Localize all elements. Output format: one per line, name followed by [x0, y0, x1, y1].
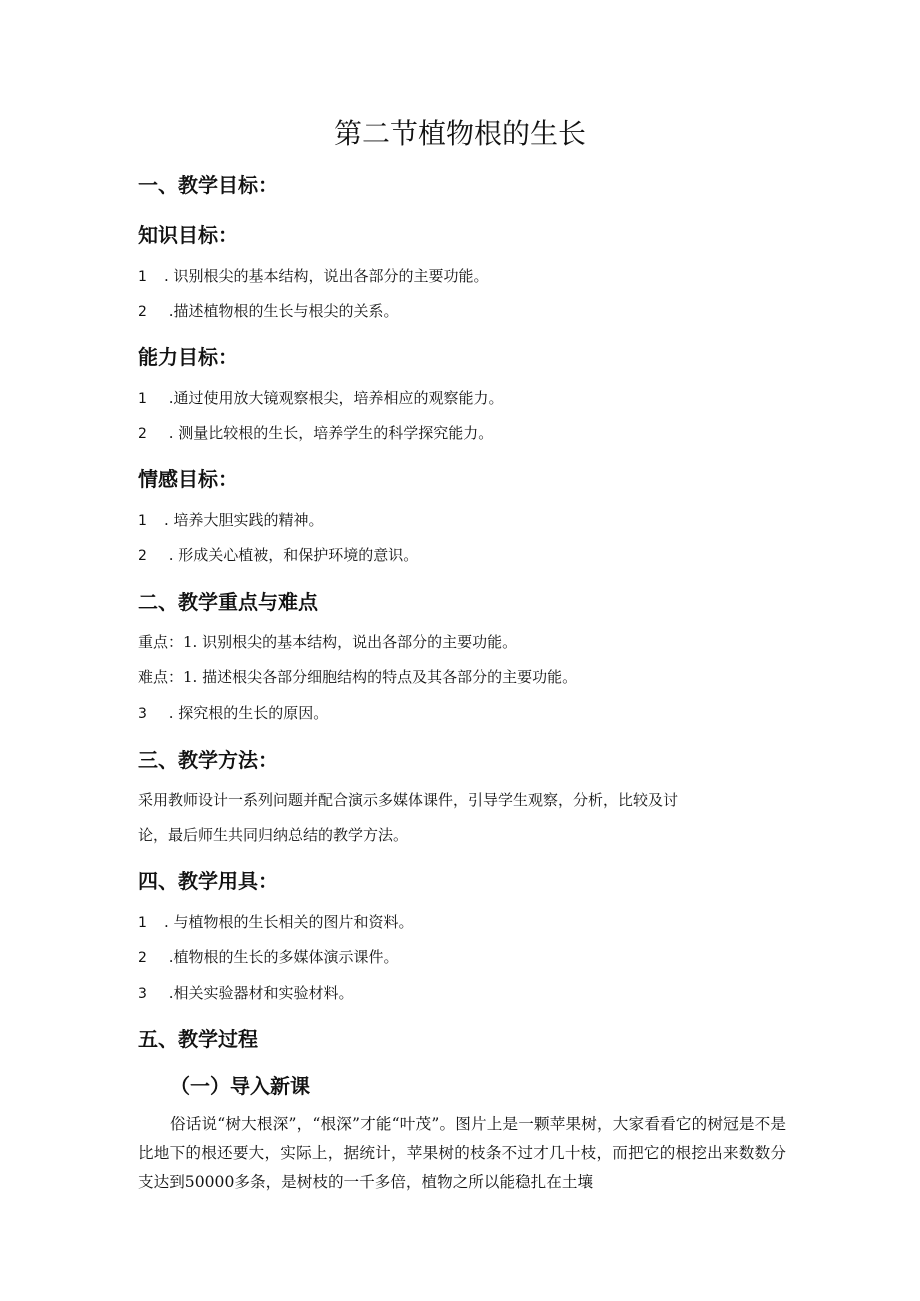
list-item: 1 .通过使用放大镜观察根尖，培养相应的观察能力。 — [138, 389, 504, 407]
list-item: 3 . 探究根的生长的原因。 — [138, 704, 329, 722]
section-heading-process: 五、教学过程 — [138, 1027, 258, 1051]
subheading-ability-objectives: 能力目标： — [138, 345, 238, 369]
section-heading-methods: 三、教学方法： — [138, 748, 278, 772]
list-item: 2 . 形成关心植被，和保护环境的意识。 — [138, 546, 419, 564]
section-heading-key-points: 二、教学重点与难点 — [138, 590, 318, 614]
list-item: 1 . 培养大胆实践的精神。 — [138, 511, 324, 529]
introduction-paragraph: 俗话说“树大根深”，“根深”才能“叶茂”。图片上是一颗苹果树，大家看看它的树冠是不是比地下的根还要大，实际上，据统计，苹果树的枝条不过才几十枝，而把它的根挖出来数数分支达到50000多条，是树枝的一千多倍，植物之所以能稳扎在土壤 — [138, 1115, 786, 1191]
key-point-text: 重点：1. 识别根尖的基本结构，说出各部分的主要功能。 — [138, 633, 518, 651]
list-item: 1 . 与植物根的生长相关的图片和资料。 — [138, 913, 414, 931]
section-heading-tools: 四、教学用具： — [138, 869, 278, 893]
list-item: 1 . 识别根尖的基本结构，说出各部分的主要功能。 — [138, 267, 489, 285]
difficult-point-text: 难点：1. 描述根尖各部分细胞结构的特点及其各部分的主要功能。 — [138, 668, 578, 686]
list-item: 3 .相关实验器材和实验材料。 — [138, 984, 354, 1002]
subheading-emotion-objectives: 情感目标： — [138, 467, 238, 491]
section-heading-objectives: 一、教学目标： — [138, 173, 278, 197]
list-item: 2 . 测量比较根的生长，培养学生的科学探究能力。 — [138, 424, 494, 442]
list-item: 2 .植物根的生长的多媒体演示课件。 — [138, 948, 399, 966]
subheading-knowledge-objectives: 知识目标： — [138, 223, 238, 247]
methods-text-line1: 采用教师设计一系列问题并配合演示多媒体课件，引导学生观察，分析，比较及讨 — [138, 791, 679, 809]
subheading-introduction: （一）导入新课 — [170, 1074, 310, 1098]
page-title: 第二节植物根的生长 — [333, 117, 586, 150]
methods-text-line2: 论，最后师生共同归纳总结的教学方法。 — [138, 826, 409, 844]
list-item: 2 .描述植物根的生长与根尖的关系。 — [138, 302, 399, 320]
